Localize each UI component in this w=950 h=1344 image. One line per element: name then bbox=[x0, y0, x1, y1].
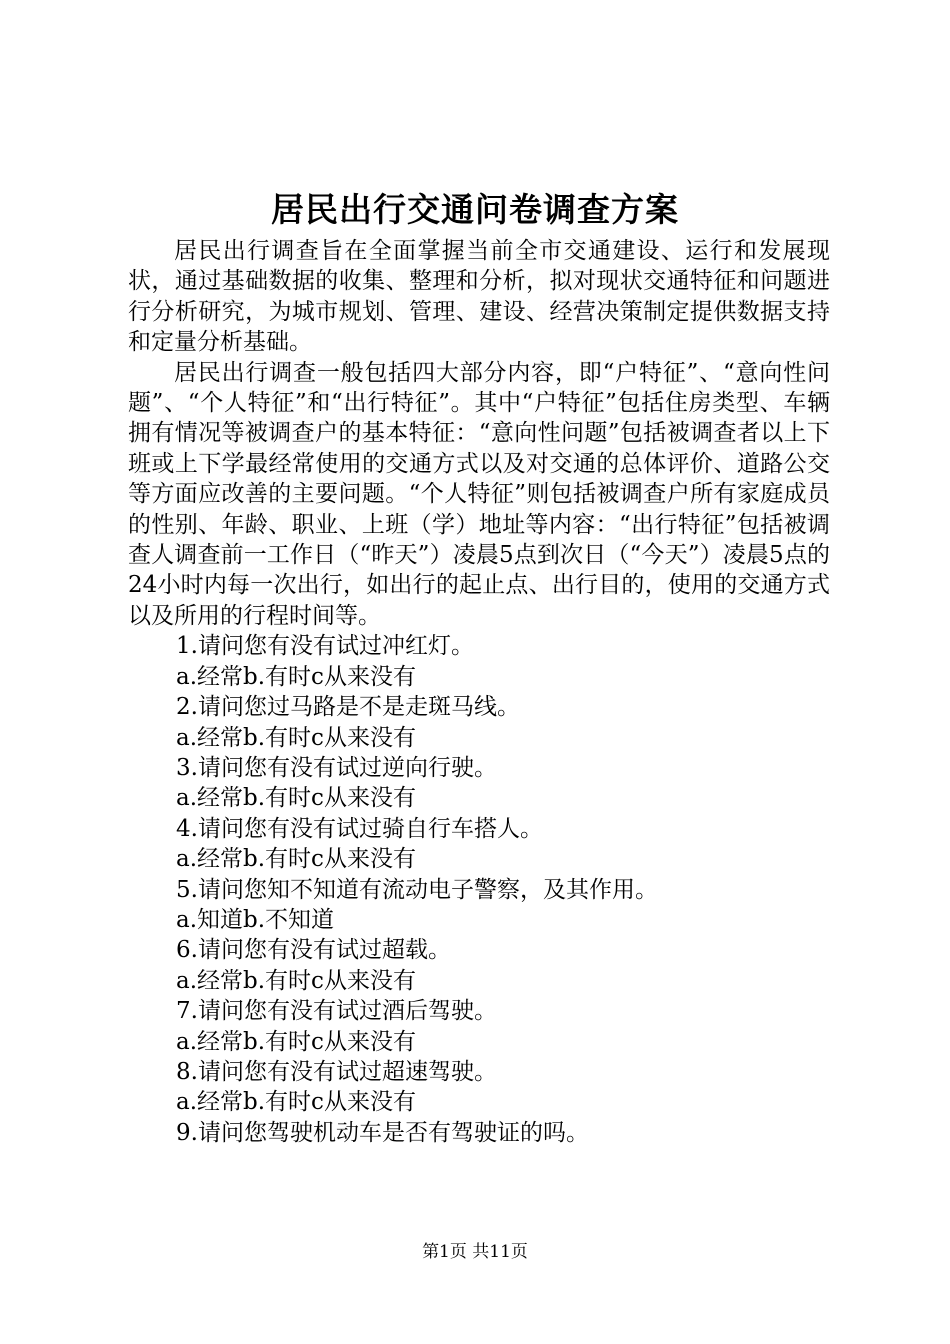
question-9: 9.请问您驾驶机动车是否有驾驶证的吗。 bbox=[176, 1119, 589, 1146]
options-5: a.知道b.不知道 bbox=[176, 906, 335, 933]
question-5: 5.请问您知不知道有流动电子警察，及其作用。 bbox=[176, 876, 658, 903]
options-4: a.经常b.有时c从来没有 bbox=[176, 846, 416, 873]
options-3: a.经常b.有时c从来没有 bbox=[176, 785, 416, 812]
options-6: a.经常b.有时c从来没有 bbox=[176, 967, 416, 994]
question-8: 8.请问您有没有试过超速驾驶。 bbox=[176, 1058, 497, 1085]
question-7: 7.请问您有没有试过酒后驾驶。 bbox=[176, 998, 497, 1025]
page-number-footer: 第1页 共11页 bbox=[422, 1242, 528, 1262]
question-1: 1.请问您有没有试过冲红灯。 bbox=[176, 633, 474, 660]
question-3: 3.请问您有没有试过逆向行驶。 bbox=[176, 754, 497, 781]
document-title: 居民出行交通问卷调查方案 bbox=[271, 190, 679, 229]
options-8: a.经常b.有时c从来没有 bbox=[176, 1089, 416, 1116]
paragraph-intro: 居民出行调查旨在全面掌握当前全市交通建设、运行和发展现状，通过基础数据的收集、整理和分析，拟对现状交通特征和问题进行分析研究，为城市规划、管理、建设、经营决策制定提供数据支持和定量分析基础。 bbox=[128, 238, 830, 356]
options-2: a.经常b.有时c从来没有 bbox=[176, 724, 416, 751]
question-4: 4.请问您有没有试过骑自行车搭人。 bbox=[176, 815, 543, 842]
paragraph-survey-content: 居民出行调查一般包括四大部分内容，即“户特征”、“意向性问题”、“个人特征”和“出行特征”。其中“户特征”包括住房类型、车辆拥有情况等被调查户的基本特征：“意向性问题”包括被调查者以上下班或上下学最经常使用的交通方式以及对交通的总体评价、道路公交等方面应改善的主要问题。“个人特征”则包括被调查户所有家庭成员的性别、年龄、职业、上班（学）地址等内容：“出行特征”包括被调查人调查前一工作日（“昨天”）凌晨5点到次日（“今天”）凌晨5点的24小时内每一次出行，如出行的起止点、出行目的，使用的交通方式以及所用的行程时间等。 bbox=[128, 359, 830, 629]
options-1: a.经常b.有时c从来没有 bbox=[176, 663, 416, 690]
question-6: 6.请问您有没有试过超载。 bbox=[176, 937, 451, 964]
options-7: a.经常b.有时c从来没有 bbox=[176, 1028, 416, 1055]
document-body bbox=[128, 236, 830, 1148]
question-2: 2.请问您过马路是不是走斑马线。 bbox=[176, 694, 520, 721]
question-list bbox=[128, 631, 830, 1148]
